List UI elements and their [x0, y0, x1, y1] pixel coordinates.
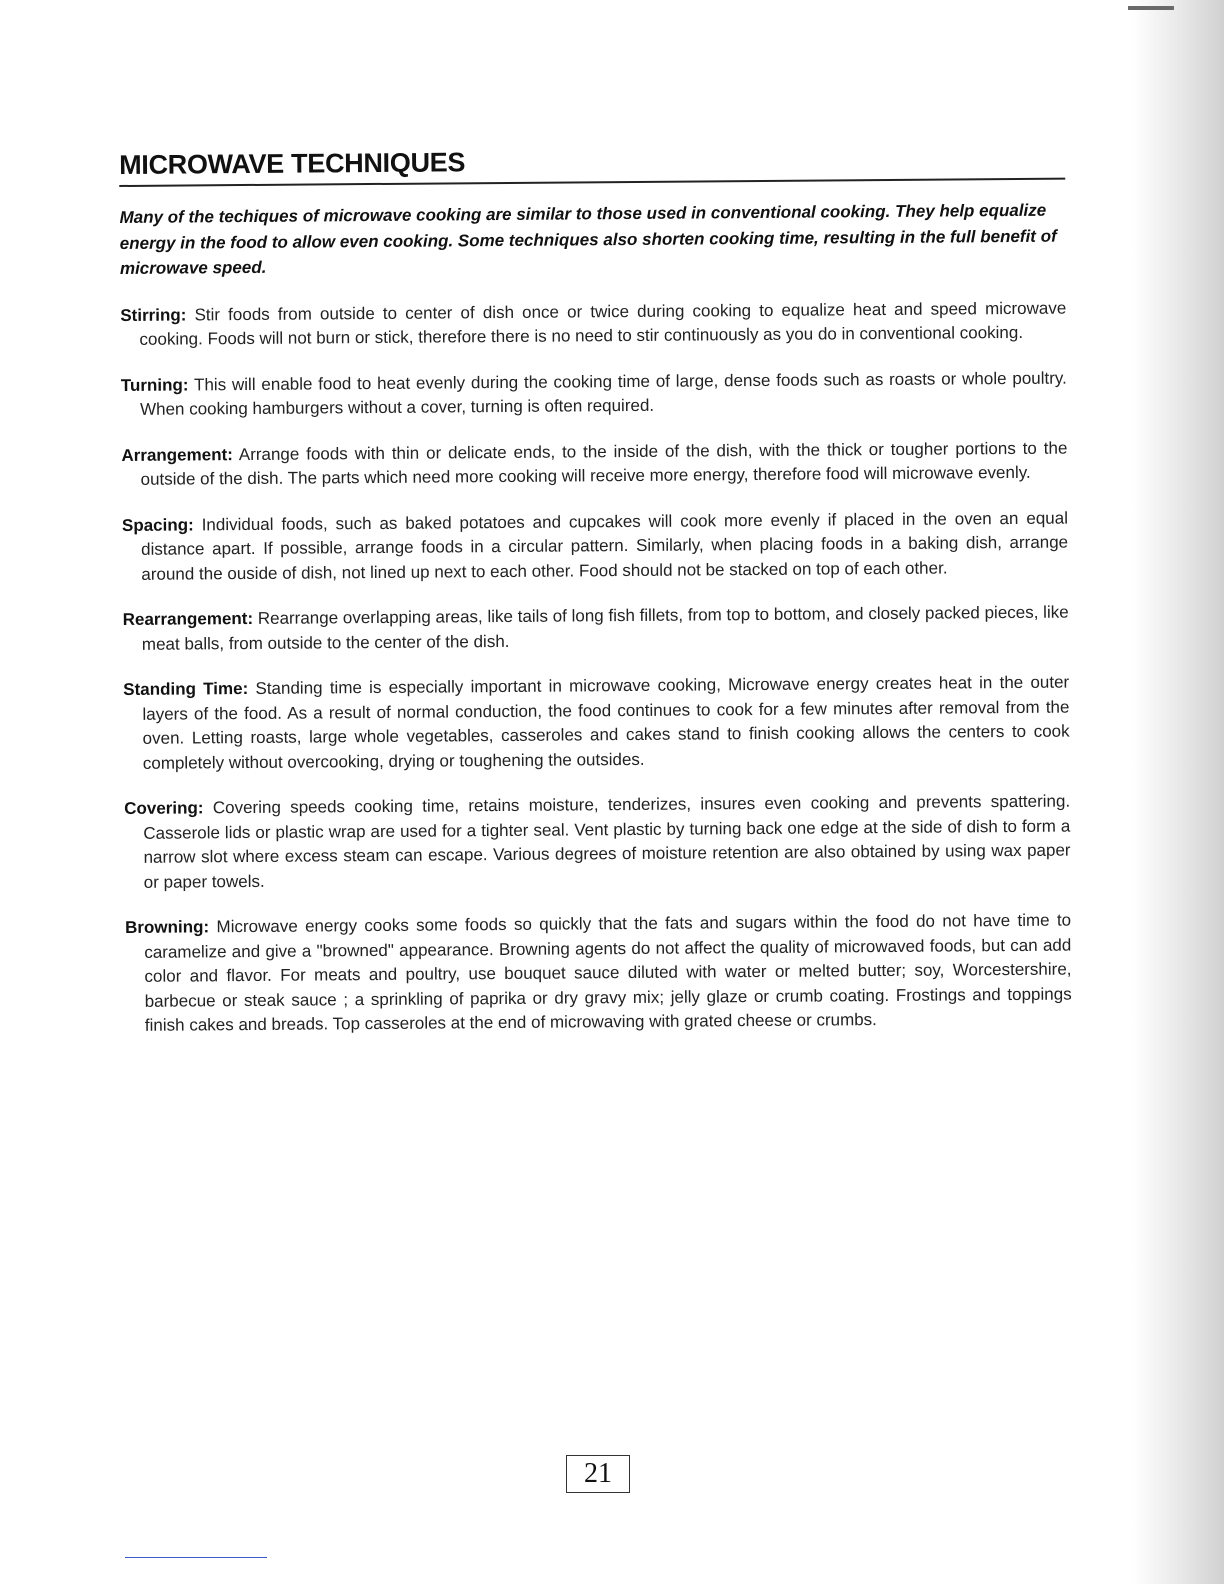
scan-edge-shadow — [1132, 0, 1224, 1584]
section-text: Rearrange overlapping areas, like tails of long fish fillets, from top to bottom, and closely packed pieces, like meat balls, from outside to the center of the dish. — [141, 602, 1069, 654]
page-number: 21 — [566, 1455, 630, 1493]
section-term: Arrangement: — [121, 444, 233, 465]
section-rearrangement — [123, 601, 1069, 657]
section-text: Arrange foods with thin or delicate ends, to the inside of the dish, with the thick or tougher portions to the outside of the dish. The parts which need more cooking will receive more energy, therefore food will microwave evenly. — [140, 438, 1068, 489]
page-title: MICROWAVE TECHNIQUES — [119, 147, 466, 180]
section-covering — [124, 790, 1071, 895]
intro-paragraph: Many of the techiques of microwave cooking are similar to those used in conventional cooking. They help equalize energy in the food to allow even cooking. Some techniques also shorten cooking time, resulting in the full benefit of microwave speed. — [119, 200, 1057, 278]
page-content — [119, 143, 1072, 1060]
section-term: Turning: — [120, 374, 189, 395]
section-arrangement — [121, 436, 1067, 492]
section-text: Standing time is especially important in microwave cooking, Microwave energy creates heat in the outer layers of the food. As a result of normal conduction, the food continues to cook for a few minutes after removal from the oven. Letting roasts, large whole vegetables, casseroles and cakes stand to finish cooking allows the centers to cook completely without overcooking, drying or toughening the outsides. — [142, 672, 1070, 773]
scan-mark — [1128, 6, 1174, 10]
section-text: Stir foods from outside to center of dish once or twice during cooking to equalize heat and speed microwave cooking. Foods will not burn or stick, therefore there is no need to stir continuously as you do in conventional cooking. — [139, 298, 1067, 349]
footer-rule — [125, 1557, 267, 1558]
section-text: Microwave energy cooks some foods so quickly that the fats and sugars within the food do not have time to caramelize and give a "browned" appearance. Browning agents do not affect the quality of microwaved foods, but can add color and flavor. For meats and poultry, use bouquet sauce diluted with water or melted butter; soy, Worcestershire, barbecue or steak sauce ; a sprinkling of paprika or dry gravy mix; jelly glaze or crumb coating. Frostings and toppings finish cakes and breads. Top casseroles at the end of microwaving with grated cheese or crumbs. — [144, 910, 1072, 1035]
section-turning — [121, 366, 1067, 422]
section-stirring — [120, 296, 1066, 352]
section-text: Individual foods, such as baked potatoes and cupcakes will cook more evenly if placed in the oven an equal distance apart. If possible, arrange foods in a circular pattern. Similarly, when placing foods in a baking dish, arrange around the ouside of dish, not lined up next to each other. Food should not be stacked on top of each other. — [141, 508, 1069, 584]
section-spacing — [122, 506, 1069, 587]
section-term: Browning: — [125, 917, 210, 937]
section-term: Spacing: — [121, 514, 194, 535]
section-text: This will enable food to heat evenly during the cooking time of large, dense foods such as roasts or whole poultry. When cooking hamburgers without a cover, turning is often required. — [139, 368, 1067, 419]
section-term: Stirring: — [120, 304, 187, 325]
section-term: Covering: — [124, 798, 204, 818]
section-term: Rearrangement: — [122, 608, 254, 629]
section-browning — [125, 909, 1072, 1039]
section-term: Standing Time: — [123, 679, 249, 699]
section-text: Covering speeds cooking time, retains moisture, tenderizes, insures even cooking and prevents spattering. Casserole lids or plastic wrap are used for a tighter seal. Vent plastic by turning back one edge at the side of dish to form a narrow slot where excess steam can escape. Various degrees of moisture retention are also obtained by using wax paper or paper towels. — [143, 791, 1071, 892]
section-standing-time — [123, 671, 1070, 776]
